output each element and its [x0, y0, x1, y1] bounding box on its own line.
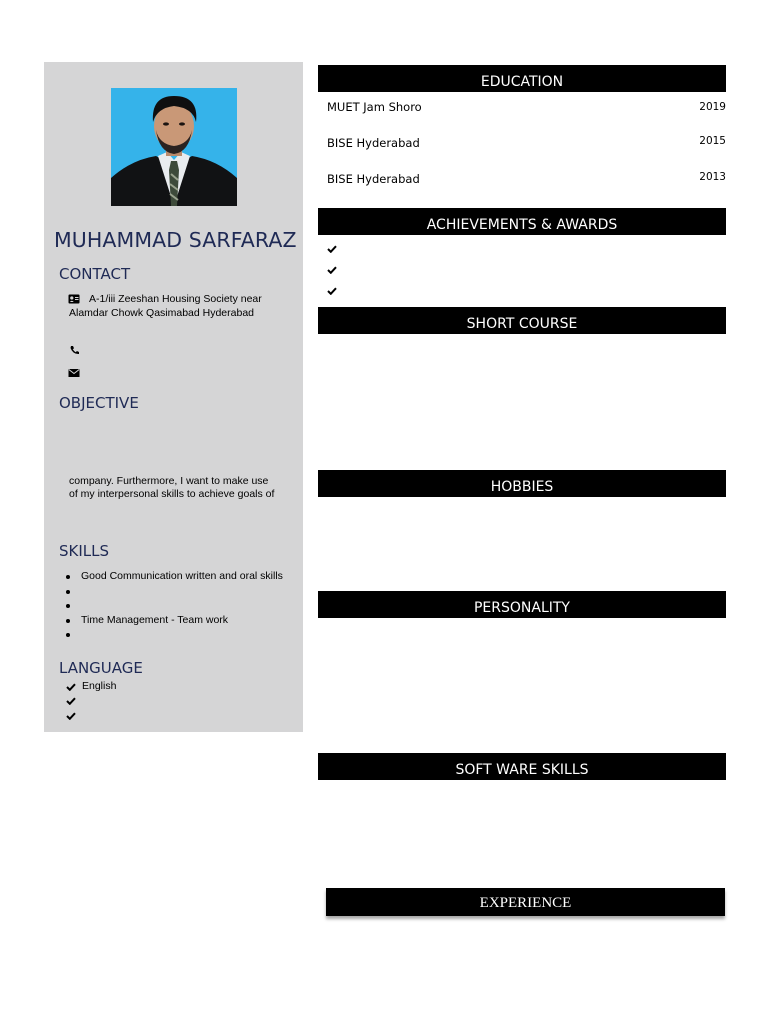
- skill-item: Time Management - Team work: [64, 613, 283, 628]
- skills-list: [64, 569, 283, 642]
- check-icon: [66, 683, 76, 691]
- contact-heading: CONTACT: [59, 265, 131, 283]
- objective-line-2: of my interpersonal skills to achieve goals of: [69, 488, 275, 500]
- skill-item: Good Communication written and oral skills: [64, 569, 283, 584]
- education-institution: BISE Hyderabad: [327, 136, 420, 150]
- skill-item: [64, 627, 283, 642]
- check-icon: [66, 712, 76, 720]
- software-skills-header: SOFT WARE SKILLS: [318, 753, 726, 780]
- education-year: 2015: [699, 135, 726, 147]
- check-icon: [327, 287, 337, 295]
- skills-heading: SKILLS: [59, 542, 110, 560]
- address-line-2: Alamdar Chowk Qasimabad Hyderabad: [69, 307, 255, 319]
- objective-line-1: company. Furthermore, I want to make use: [69, 475, 269, 487]
- profile-photo: [111, 88, 237, 206]
- skill-item: [64, 584, 283, 599]
- experience-header: EXPERIENCE: [326, 888, 725, 916]
- phone-icon: [69, 345, 81, 355]
- objective-heading: OBJECTIVE: [59, 394, 139, 412]
- personality-header: PERSONALITY: [318, 591, 726, 618]
- education-institution: MUET Jam Shoro: [327, 100, 422, 114]
- hobbies-header: HOBBIES: [318, 470, 726, 497]
- skill-item: [64, 598, 283, 613]
- address-line-1: A-1/iii Zeeshan Housing Society near: [89, 293, 262, 305]
- envelope-icon: [68, 368, 80, 378]
- profile-photo-image: [111, 88, 237, 206]
- education-header: EDUCATION: [318, 65, 726, 92]
- id-card-icon: [68, 294, 80, 304]
- candidate-name: MUHAMMAD SARFARAZ: [54, 228, 297, 252]
- check-icon: [66, 697, 76, 705]
- check-icon: [327, 266, 337, 274]
- language-item: English: [82, 680, 117, 692]
- achievements-header: ACHIEVEMENTS & AWARDS: [318, 208, 726, 235]
- language-heading: LANGUAGE: [59, 659, 143, 677]
- check-icon: [327, 245, 337, 253]
- short-course-header: SHORT COURSE: [318, 307, 726, 334]
- education-year: 2013: [699, 171, 726, 183]
- education-year: 2019: [699, 101, 726, 113]
- education-institution: BISE Hyderabad: [327, 172, 420, 186]
